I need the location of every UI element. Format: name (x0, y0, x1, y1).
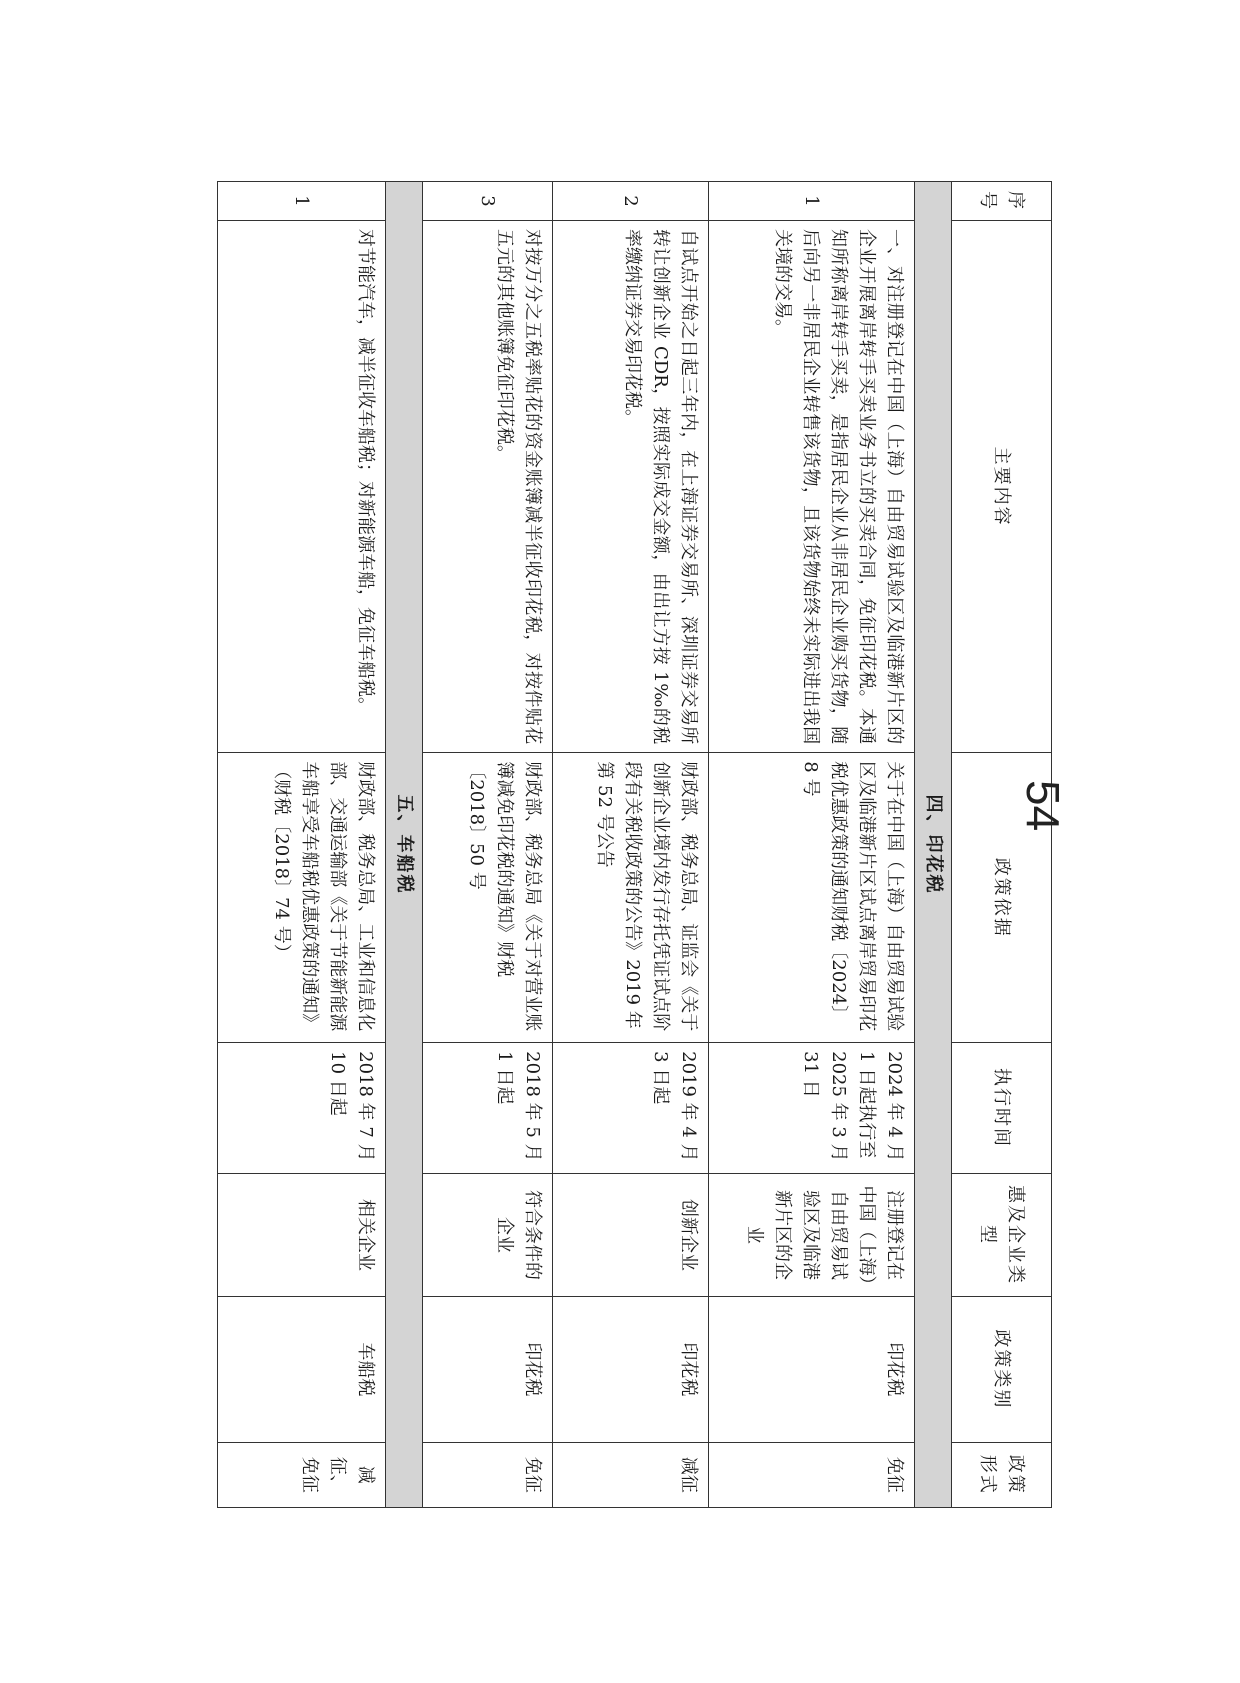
cell-content: 自试点开始之日起三年内，在上海证券交易所、深圳证券交易所转让创新企业 CDR，按照实际成交金额，由出让方按 1‰的税率缴纳证券交易印花税。 (553, 221, 709, 753)
header-content: 主要内容 (952, 221, 1052, 753)
section-title: 五、车船税 (386, 182, 423, 1508)
cell-content: 一、对注册登记在中国（上海）自由贸易试验区及临港新片区的企业开展离岸转手买卖业务书立的买卖合同，免征印花税。本通知所称离岸转手买卖，是指居民企业从非居民企业购买货物，随后向另一非居民企业转售该货物，且该货物始终未实际进出我国关境的交易。 (709, 221, 915, 753)
cell-enterprise: 注册登记在中国（上海）自由贸易试验区及临港新片区的企业 (709, 1173, 915, 1296)
cell-basis: 关于在中国（上海）自由贸易试验区及临港新片区试点离岸贸易印花税优惠政策的通知财税〔2024〕8 号 (709, 753, 915, 1043)
cell-seq: 1 (218, 182, 386, 221)
section-row (915, 182, 952, 1508)
header-category: 政策类别 (952, 1297, 1052, 1442)
page-number: 54 (1017, 780, 1069, 832)
cell-content: 对节能汽车，减半征收车船税；对新能源车船，免征车船税。 (218, 221, 386, 753)
cell-seq: 2 (553, 182, 709, 221)
section-title: 四、印花税 (915, 182, 952, 1508)
rotated-table-container (192, 181, 1052, 1508)
cell-form: 减征、免征 (218, 1442, 386, 1507)
header-basis: 政策依据 (952, 753, 1052, 1043)
cell-category: 车船税 (218, 1297, 386, 1442)
cell-enterprise: 符合条件的企业 (423, 1173, 553, 1296)
cell-category: 印花税 (709, 1297, 915, 1442)
policy-table (217, 181, 1052, 1508)
header-time: 执行时间 (952, 1043, 1052, 1174)
cell-time: 2024 年 4 月 1 日起执行至 2025 年 3 月 31 日 (709, 1043, 915, 1174)
cell-basis: 财政部、税务总局、工业和信息化部、交通运输部《关于节能新能源车船享受车船税优惠政策的通知》（财税〔2018〕74 号） (218, 753, 386, 1043)
cell-form: 免征 (709, 1442, 915, 1507)
header-form: 政策形式 (952, 1442, 1052, 1507)
cell-category: 印花税 (553, 1297, 709, 1442)
cell-time: 2018 年 5 月 1 日起 (423, 1043, 553, 1174)
cell-basis: 财政部、税务总局、证监会《关于创新企业境内发行存托凭证试点阶段有关税收政策的公告》2019 年第 52 号公告 (553, 753, 709, 1043)
section-row (386, 182, 423, 1508)
cell-basis: 财政部、税务总局《关于对营业账簿减免印花税的通知》财税〔2018〕50 号 (423, 753, 553, 1043)
table-row (423, 182, 553, 1508)
cell-form: 减征 (553, 1442, 709, 1507)
header-seq: 序号 (952, 182, 1052, 221)
cell-seq: 3 (423, 182, 553, 221)
cell-time: 2018 年 7 月 10 日起 (218, 1043, 386, 1174)
cell-time: 2019 年 4 月 3 日起 (553, 1043, 709, 1174)
header-enterprise: 惠及企业类型 (952, 1173, 1052, 1296)
cell-form: 免征 (423, 1442, 553, 1507)
cell-seq: 1 (709, 182, 915, 221)
table-row (218, 182, 386, 1508)
table-row (709, 182, 915, 1508)
table-row (553, 182, 709, 1508)
header-row (952, 182, 1052, 1508)
cell-enterprise: 创新企业 (553, 1173, 709, 1296)
cell-enterprise: 相关企业 (218, 1173, 386, 1296)
cell-category: 印花税 (423, 1297, 553, 1442)
cell-content: 对按万分之五税率贴花的资金账簿减半征收印花税，对按件贴花五元的其他账簿免征印花税。 (423, 221, 553, 753)
